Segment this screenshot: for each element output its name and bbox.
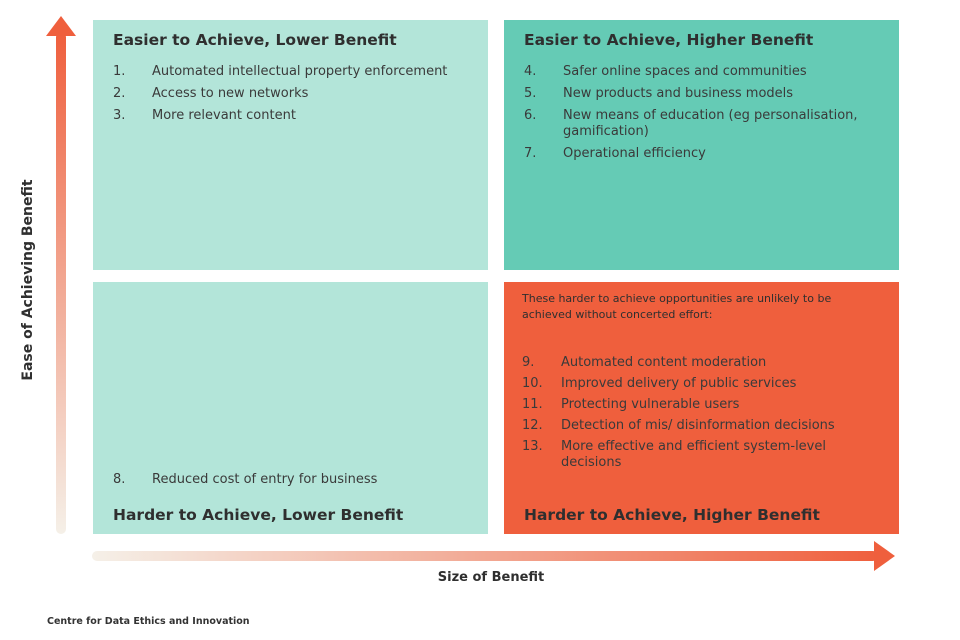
list-item: 4. Safer online spaces and communities	[524, 64, 807, 79]
list-item: 2. Access to new networks	[113, 86, 309, 101]
list-item: 7. Operational efficiency	[524, 146, 706, 161]
opportunity-list	[113, 472, 474, 494]
quadrant-title: Harder to Achieve, Lower Benefit	[113, 506, 404, 524]
x-axis-label: Size of Benefit	[437, 570, 545, 585]
list-item: 8. Reduced cost of entry for business	[113, 472, 378, 487]
quadrant-title: Harder to Achieve, Higher Benefit	[524, 506, 820, 524]
x-axis-arrow	[92, 541, 895, 571]
quadrant-title: Easier to Achieve, Higher Benefit	[524, 31, 814, 49]
quadrant-harder-higher	[504, 282, 899, 534]
list-item: 6. New means of education (eg personalisation, gamification)	[524, 108, 858, 139]
list-item: 10. Improved delivery of public services	[522, 376, 797, 391]
quadrant-easier-higher	[504, 20, 899, 270]
quadrant-note: These harder to achieve opportunities are unlikely to be achieved without concerted effort:	[522, 292, 832, 321]
y-axis-label: Ease of Achieving Benefit	[20, 179, 36, 381]
list-item: 1. Automated intellectual property enforcement	[113, 64, 448, 79]
list-item: 5. New products and business models	[524, 86, 794, 101]
opportunity-list	[524, 64, 885, 168]
list-item: 11. Protecting vulnerable users	[522, 397, 740, 412]
list-item: 9. Automated content moderation	[522, 355, 767, 370]
quadrant-title: Easier to Achieve, Lower Benefit	[113, 31, 397, 49]
opportunity-list	[522, 355, 885, 476]
quadrant-harder-lower	[93, 282, 488, 534]
list-item: 3. More relevant content	[113, 108, 296, 123]
footer-credit: Centre for Data Ethics and Innovation	[47, 616, 250, 627]
quadrant-easier-lower	[93, 20, 488, 270]
list-item: 13. More effective and efficient system-level decisions	[522, 439, 826, 470]
list-item: 12. Detection of mis/ disinformation decisions	[522, 418, 835, 433]
y-axis-arrow	[46, 16, 76, 534]
opportunity-list	[113, 64, 474, 130]
